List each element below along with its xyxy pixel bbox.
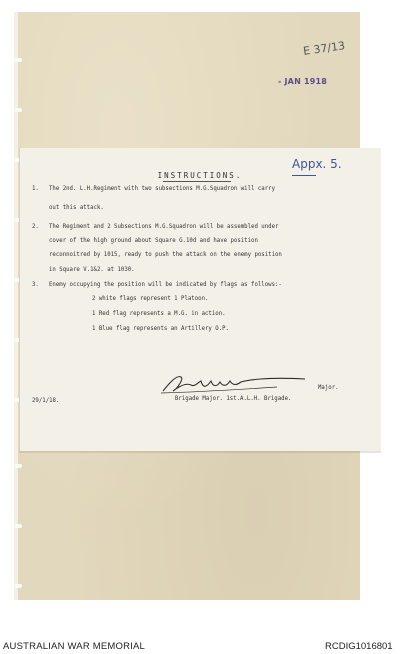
date-stamp: - JAN 1918 [278, 77, 328, 86]
item-line: The 2nd. L.H.Regiment with two subsections M.G.Squadron will carry [49, 186, 275, 192]
handwritten-signature [157, 371, 307, 397]
document-date: 29/1/18. [32, 398, 60, 404]
item-number: 3. [32, 282, 39, 288]
flag-line: 1 Red flag represents a M.G. in action. [92, 311, 226, 317]
signature-rank: Major. [318, 385, 339, 391]
sheet-shadow [19, 451, 381, 453]
punch-hole [14, 108, 22, 112]
item-line: in Square V.1&2. at 1030. [49, 267, 135, 273]
punch-hole [14, 584, 22, 588]
item-number: 2. [32, 224, 39, 230]
catalogue-number: E 37/13 [302, 39, 346, 58]
footer-right: RCDIG1016801 [325, 641, 393, 652]
document-title: INSTRUCTIONS. [157, 171, 243, 180]
item-line: reconnoitred by 1015, ready to push the attack on the enemy position [49, 252, 282, 258]
appendix-mark: Appx. 5. [292, 157, 342, 171]
item-line: The Regiment and 2 Subsections M.G.Squadron will be assembled under [49, 224, 279, 230]
footer-left: AUSTRALIAN WAR MEMORIAL [3, 641, 146, 652]
item-number: 1. [32, 186, 39, 192]
punch-hole [14, 58, 22, 62]
flag-line: 1 Blue flag represents an Artillery O.P. [92, 326, 229, 332]
flag-line: 2 white flags represent 1 Platoon. [92, 296, 209, 302]
sheet-edge [14, 12, 18, 600]
signature-title: Brigade Major. 1st.A.L.H. Brigade. [175, 396, 292, 402]
item-line: cover of the high ground about Square G.10d and have position [49, 238, 258, 244]
item-line: out this attack. [49, 205, 104, 211]
punch-hole [14, 524, 22, 528]
punch-hole [14, 464, 22, 468]
title-underline [163, 181, 231, 182]
item-line: Enemy occupying the position will be indicated by flags as follows:- [49, 282, 282, 288]
